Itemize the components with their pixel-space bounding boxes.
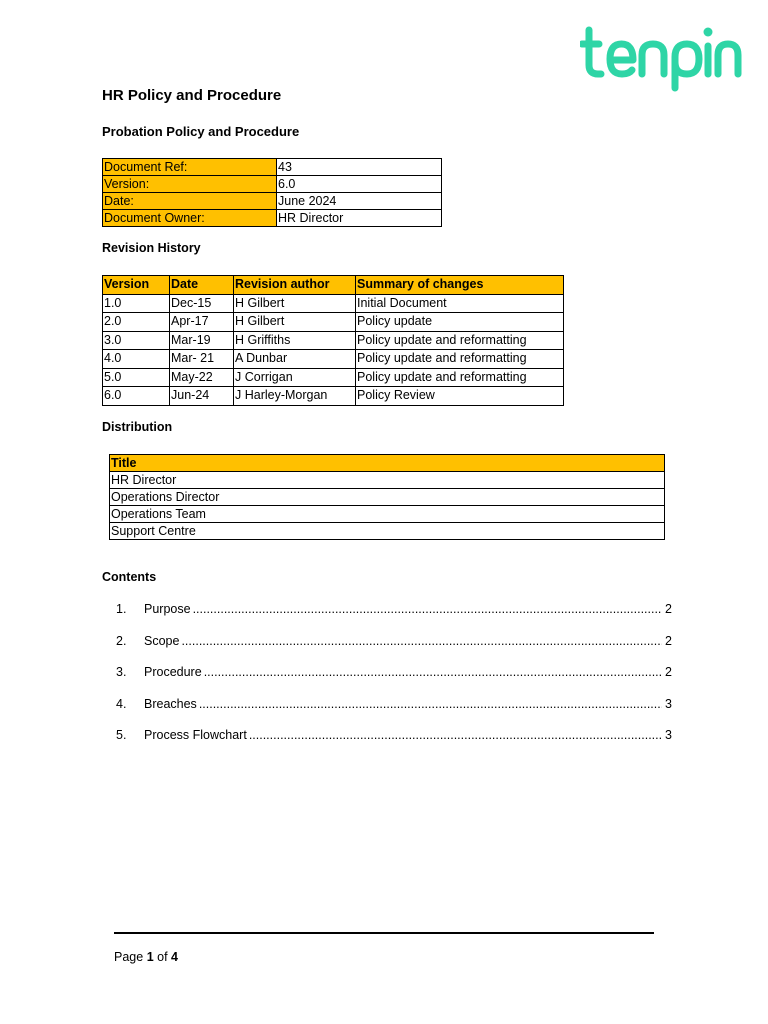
toc-entry[interactable] bbox=[116, 634, 672, 666]
toc-number: 4. bbox=[116, 696, 127, 711]
table-row bbox=[103, 176, 442, 193]
toc-entry[interactable] bbox=[116, 728, 672, 760]
table-row bbox=[103, 331, 564, 350]
column-header: Date bbox=[170, 276, 234, 295]
toc-page: 3 bbox=[665, 696, 672, 711]
table-row bbox=[110, 489, 665, 506]
toc-page: 3 bbox=[665, 728, 672, 742]
table-row bbox=[103, 313, 564, 332]
toc-page: 2 bbox=[665, 665, 672, 679]
toc-leader bbox=[204, 665, 662, 679]
meta-label: Date: bbox=[103, 193, 277, 210]
toc-number: 3. bbox=[116, 665, 127, 679]
date-cell: May-22 bbox=[170, 368, 234, 387]
distribution-cell: Support Centre bbox=[110, 523, 665, 540]
date-cell: Mar- 21 bbox=[170, 350, 234, 369]
toc-leader bbox=[181, 634, 662, 648]
author-cell: J Harley-Morgan bbox=[234, 387, 356, 406]
toc-number: 5. bbox=[116, 728, 127, 742]
contents-heading: Contents bbox=[102, 570, 157, 584]
table-header-row bbox=[110, 455, 665, 472]
version-cell: 5.0 bbox=[103, 368, 170, 387]
revision-history-heading: Revision History bbox=[102, 241, 201, 255]
toc-number: 1. bbox=[116, 602, 127, 616]
column-header: Version bbox=[103, 276, 170, 295]
current-page: 1 bbox=[146, 950, 154, 964]
date-cell: Apr-17 bbox=[170, 313, 234, 332]
distribution-table bbox=[109, 454, 665, 540]
version-cell: 4.0 bbox=[103, 350, 170, 369]
author-cell: J Corrigan bbox=[234, 368, 356, 387]
date-cell: Dec-15 bbox=[170, 294, 234, 313]
meta-value: 43 bbox=[277, 159, 442, 176]
summary-cell: Policy Review bbox=[356, 387, 564, 406]
version-cell: 3.0 bbox=[103, 331, 170, 350]
document-title: HR Policy and Procedure bbox=[102, 87, 282, 104]
meta-value: 6.0 bbox=[277, 176, 442, 193]
table-row bbox=[110, 523, 665, 540]
toc-title: Procedure bbox=[144, 665, 202, 679]
meta-value: HR Director bbox=[277, 210, 442, 227]
meta-value: June 2024 bbox=[277, 193, 442, 210]
toc-title: Scope bbox=[144, 633, 180, 648]
table-row bbox=[103, 294, 564, 313]
toc-leader bbox=[249, 728, 662, 742]
version-cell: 2.0 bbox=[103, 313, 170, 332]
logo-i-dot bbox=[704, 28, 713, 37]
meta-label: Document Ref: bbox=[103, 159, 277, 176]
summary-cell: Policy update bbox=[356, 313, 564, 332]
toc-title: Process Flowchart bbox=[144, 728, 247, 742]
revision-history-table bbox=[102, 275, 564, 406]
distribution-heading: Distribution bbox=[102, 420, 173, 434]
distribution-cell: Operations Team bbox=[110, 506, 665, 523]
table-row bbox=[103, 210, 442, 227]
author-cell: H Gilbert bbox=[234, 294, 356, 313]
of-label: of bbox=[157, 950, 168, 964]
summary-cell: Policy update and reformatting bbox=[356, 350, 564, 369]
table-row bbox=[110, 472, 665, 489]
toc-page: 2 bbox=[665, 633, 672, 648]
author-cell: H Gilbert bbox=[234, 313, 356, 332]
table-row bbox=[103, 350, 564, 369]
table-of-contents bbox=[116, 602, 672, 760]
tenpin-logo bbox=[580, 22, 742, 92]
table-row bbox=[103, 368, 564, 387]
date-cell: Mar-19 bbox=[170, 331, 234, 350]
meta-label: Version: bbox=[103, 176, 277, 193]
column-header: Revision author bbox=[234, 276, 356, 295]
column-header: Title bbox=[110, 455, 665, 472]
table-header-row bbox=[103, 276, 564, 295]
table-row bbox=[103, 387, 564, 406]
table-row bbox=[103, 193, 442, 210]
toc-leader bbox=[193, 602, 662, 616]
date-cell: Jun-24 bbox=[170, 387, 234, 406]
tenpin-logo-mark bbox=[580, 22, 742, 92]
toc-title: Purpose bbox=[144, 602, 191, 616]
version-cell: 1.0 bbox=[103, 294, 170, 313]
page-footer bbox=[114, 950, 178, 964]
toc-title: Breaches bbox=[144, 696, 197, 711]
table-row bbox=[110, 506, 665, 523]
toc-entry[interactable] bbox=[116, 602, 672, 634]
column-header: Summary of changes bbox=[356, 276, 564, 295]
total-pages: 4 bbox=[171, 950, 178, 964]
table-row bbox=[103, 159, 442, 176]
document-subtitle: Probation Policy and Procedure bbox=[102, 124, 300, 139]
page-label: Page bbox=[114, 950, 144, 964]
author-cell: H Griffiths bbox=[234, 331, 356, 350]
summary-cell: Initial Document bbox=[356, 294, 564, 313]
summary-cell: Policy update and reformatting bbox=[356, 331, 564, 350]
toc-number: 2. bbox=[116, 633, 127, 648]
toc-entry[interactable] bbox=[116, 665, 672, 697]
toc-entry[interactable] bbox=[116, 697, 672, 729]
distribution-cell: Operations Director bbox=[110, 489, 665, 506]
toc-page: 2 bbox=[665, 602, 672, 616]
document-meta-table bbox=[102, 158, 442, 227]
author-cell: A Dunbar bbox=[234, 350, 356, 369]
distribution-cell: HR Director bbox=[110, 472, 665, 489]
meta-label: Document Owner: bbox=[103, 210, 277, 227]
summary-cell: Policy update and reformatting bbox=[356, 368, 564, 387]
footer-divider bbox=[114, 932, 654, 934]
toc-leader bbox=[199, 697, 662, 711]
version-cell: 6.0 bbox=[103, 387, 170, 406]
